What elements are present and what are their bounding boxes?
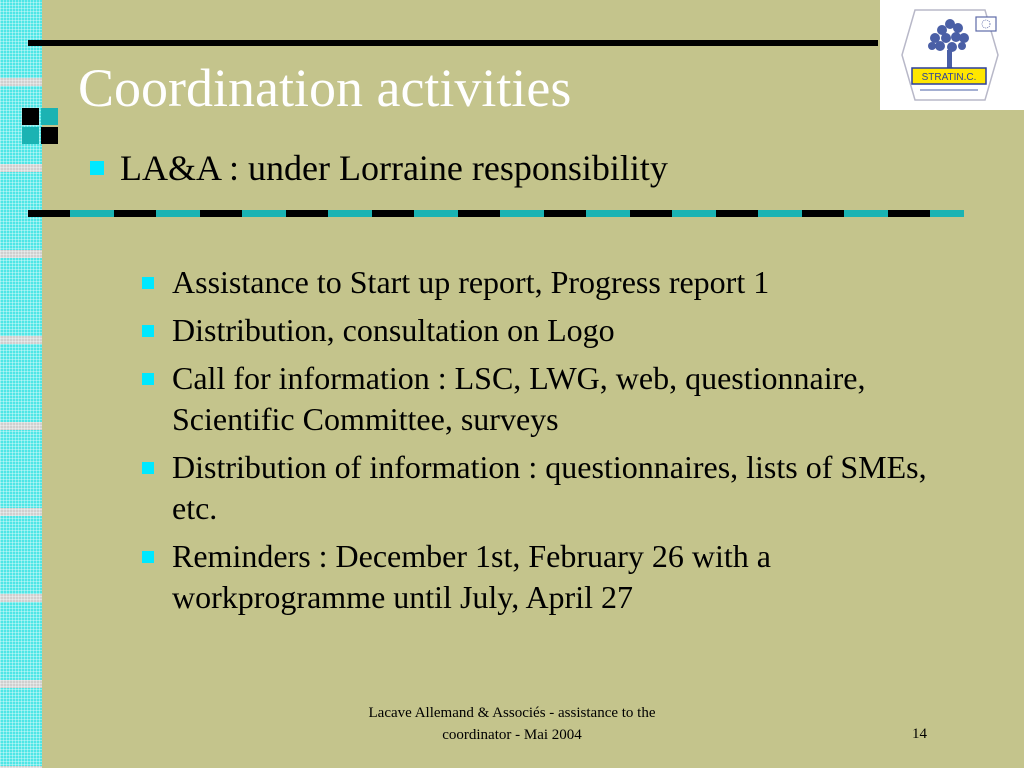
list-item bbox=[142, 358, 942, 440]
bullet-square-icon bbox=[142, 277, 154, 289]
bullet-text: Distribution of information : questionnaires, lists of SMEs, etc. bbox=[172, 449, 927, 526]
decorative-squares bbox=[22, 108, 60, 146]
subtitle-bullet-text: LA&A : under Lorraine responsibility bbox=[120, 148, 668, 188]
logo-label: STRATIN.C. bbox=[921, 72, 977, 83]
list-item bbox=[142, 536, 942, 618]
bullet-text: Call for information : LSC, LWG, web, questionnaire, Scientific Committee, surveys bbox=[172, 360, 866, 437]
bullet-square-icon bbox=[142, 462, 154, 474]
list-item bbox=[142, 447, 942, 529]
logo bbox=[880, 0, 1024, 110]
bullet-square-icon bbox=[142, 325, 154, 337]
top-rule bbox=[28, 40, 878, 46]
bullet-text: Distribution, consultation on Logo bbox=[172, 312, 615, 348]
dashed-rule bbox=[28, 210, 964, 217]
tree-icon bbox=[880, 0, 1024, 110]
slide-footer: Lacave Allemand & Associés - assistance to the coordinator - Mai 2004 bbox=[368, 705, 656, 743]
bullet-list bbox=[142, 262, 942, 625]
page-number: 14 bbox=[912, 726, 927, 742]
slide-title: Coordination activities bbox=[78, 58, 572, 118]
subtitle-bullet bbox=[90, 146, 668, 190]
bullet-text: Assistance to Start up report, Progress report 1 bbox=[172, 264, 770, 300]
list-item bbox=[142, 262, 942, 303]
bullet-square-icon bbox=[142, 551, 154, 563]
bullet-square-icon bbox=[142, 373, 154, 385]
bullet-text: Reminders : December 1st, February 26 with a workprogramme until July, April 27 bbox=[172, 538, 771, 615]
bullet-square-icon bbox=[90, 161, 104, 175]
list-item bbox=[142, 310, 942, 351]
